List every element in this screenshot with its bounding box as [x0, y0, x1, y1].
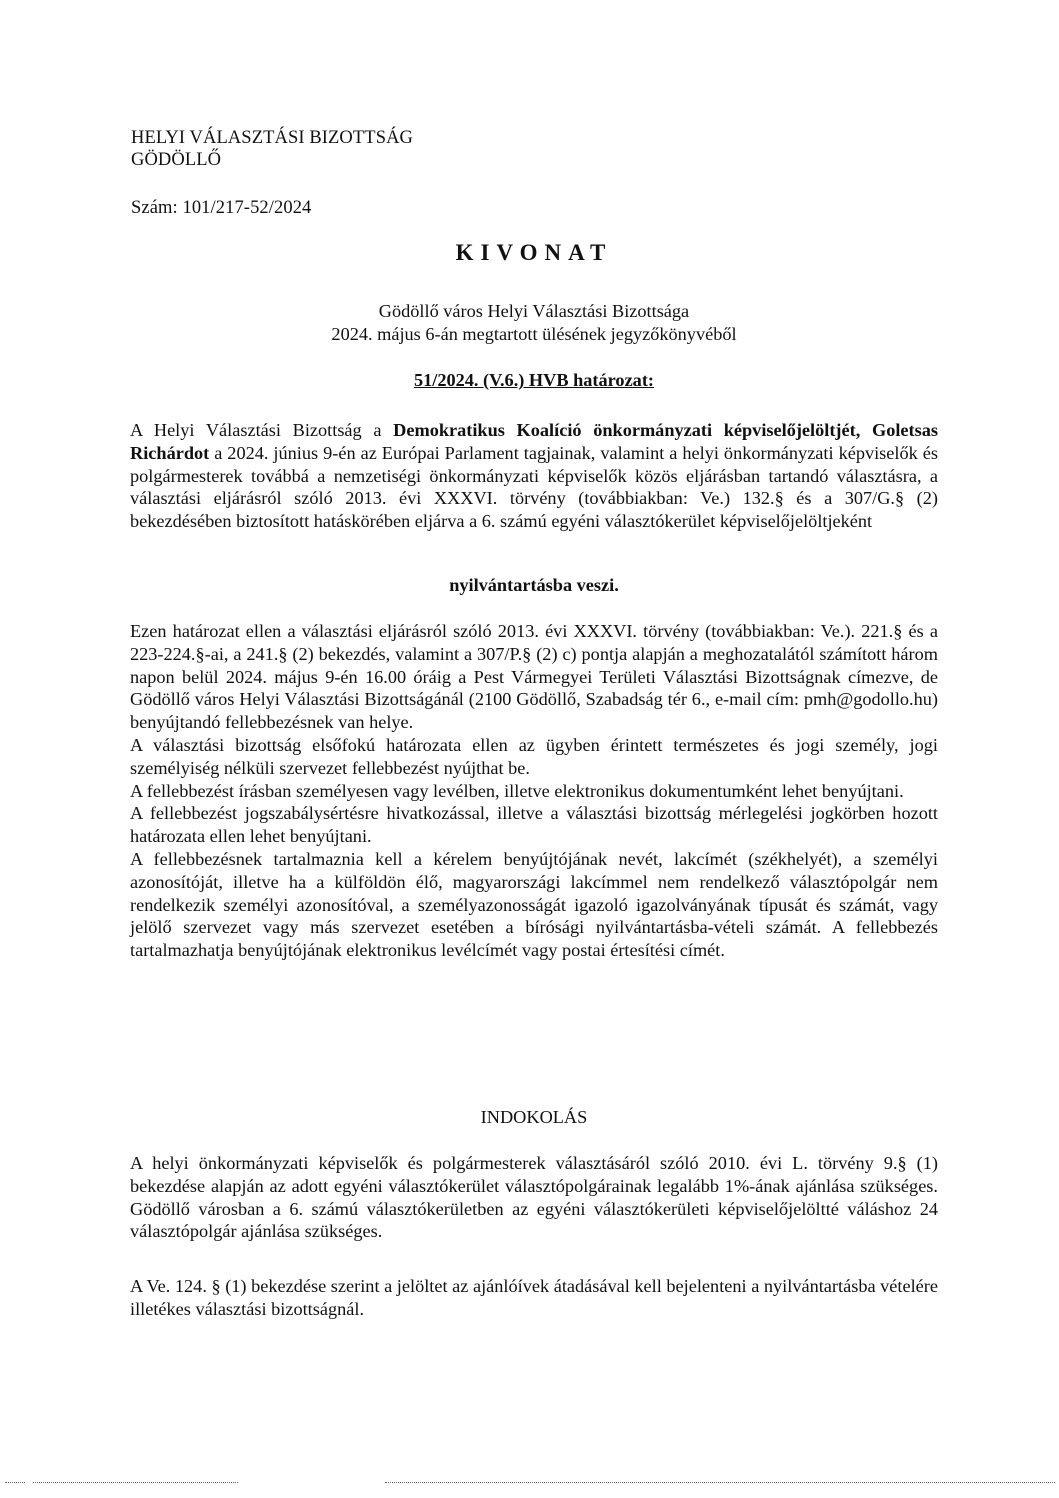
decision-number-text: 51/2024. (V.6.) HVB határozat:	[413, 370, 654, 390]
decision-body: a 2024. június 9-én az Európai Parlament tagjainak, valamint a helyi önkormányzati képviselők és polgármesterek továbbá a nemzetiségi önkormányzati képviselők közös eljárásban tartandó választásra, a választási eljárásról szóló 2013. évi XXXVI. törvény (továbbiakban: Ve.) 132.§ és a 307/G.§ (2) bekezdésében biztosított hatáskörében eljárva a 6. számú egyéni választókerület képviselőjelöltjeként	[130, 442, 938, 532]
scan-artifact-left	[33, 1482, 238, 1484]
candidate-party: Demokratikus Koalíció önkormányzati képviselőjelöltjét,	[393, 420, 861, 440]
scan-artifact-right	[385, 1482, 1055, 1484]
decision-paragraph	[130, 419, 938, 533]
operative-clause: nyilvántartásba veszi.	[449, 575, 619, 595]
reasoning-text-2: A Ve. 124. § (1) bekezdése szerint a jelöltet az ajánlóívek átadásával kell bejelenteni a nyilvántartásba vételére illetékes választási bizottságnál.	[130, 1276, 938, 1319]
subtitle-line-1: Gödöllő város Helyi Választási Bizottsága	[378, 301, 690, 321]
scan-artifact-left-small	[5, 1482, 25, 1484]
reasoning-heading: INDOKOLÁS	[480, 1107, 588, 1127]
document-subtitle	[130, 300, 938, 345]
reference-number: Szám: 101/217-52/2024	[131, 198, 312, 218]
org-city: GÖDÖLLŐ	[131, 150, 222, 170]
reasoning-paragraph-2	[130, 1275, 938, 1321]
reasoning-text-1: A helyi önkormányzati képviselők és polgármesterek választásáról szóló 2010. évi L. törvény 9.§ (1) bekezdése alapján az adott egyéni választókerület választópolgárainak legalább 1%-ának ajánlása szükséges. Gödöllő városban a 6. számú választókerületben az egyéni választókerületi képviselőjelöltté váláshoz 24 választópolgár ajánlása szükséges.	[130, 1153, 938, 1242]
appeal-paragraph-4: A fellebbezést jogszabálysértésre hivatkozással, illetve a választási bizottság mérlegelési jogkörben hozott határozata ellen lehet benyújtani.	[130, 803, 938, 847]
appeal-paragraph-2: A választási bizottság elsőfokú határozata ellen az ügyben érintett természetes és jogi személy, jogi személyiség nélküli szervezet fellebbezést nyújthat be.	[130, 734, 938, 778]
document-title: KIVONAT	[455, 240, 613, 265]
appeal-paragraph-5: A fellebbezésnek tartalmaznia kell a kérelem benyújtójának nevét, lakcímét (székhelyét), a személyi azonosítóját, illetve ha a külföldön élő, magyarországi lakcímmel nem rendelkező választópolgár nem rendelkezik személyi azonosítóval, a személyazonosságát igazoló igazolványának típusát és számát, vagy jelölő szervezet vagy más szervezet esetében a bírósági nyilvántartásba-vételi számát. A fellebbezés tartalmazhatja benyújtójának elektronikus levélcímét vagy postai értesítési címét.	[130, 848, 938, 961]
subtitle-line-2: 2024. május 6-án megtartott ülésének jegyzőkönyvéből	[331, 323, 737, 344]
appeal-section	[130, 620, 938, 962]
appeal-paragraph-3: A fellebbezést írásban személyesen vagy levélben, illetve elektronikus dokumentumként lehet benyújtani.	[130, 780, 904, 801]
appeal-paragraph-1: Ezen határozat ellen a választási eljárásról szóló 2013. évi XXXVI. törvény (továbbiakban: Ve.). 221.§ és a 223-224.§-ai, a 241.§ (2) bekezdés, valamint a 307/P.§ (2) c) pontja alapján a meghozatalától számított három napon belül 2024. május 9-én 16.00 óráig a Pest Vármegyei Területi Választási Bizottságnak címezve, de Gödöllő város Helyi Választási Bizottságánál (2100 Gödöllő, Szabadság tér 6., e-mail cím: pmh@godollo.hu) benyújtandó fellebbezésnek van helye.	[130, 621, 938, 733]
reasoning-paragraph-1	[130, 1152, 938, 1243]
candidate-name: Goletsas Richárdot	[130, 420, 938, 463]
org-name: HELYI VÁLASZTÁSI BIZOTTSÁG	[131, 128, 413, 148]
decision-intro: A Helyi Választási Bizottság a	[130, 420, 394, 440]
decision-number	[130, 370, 938, 391]
